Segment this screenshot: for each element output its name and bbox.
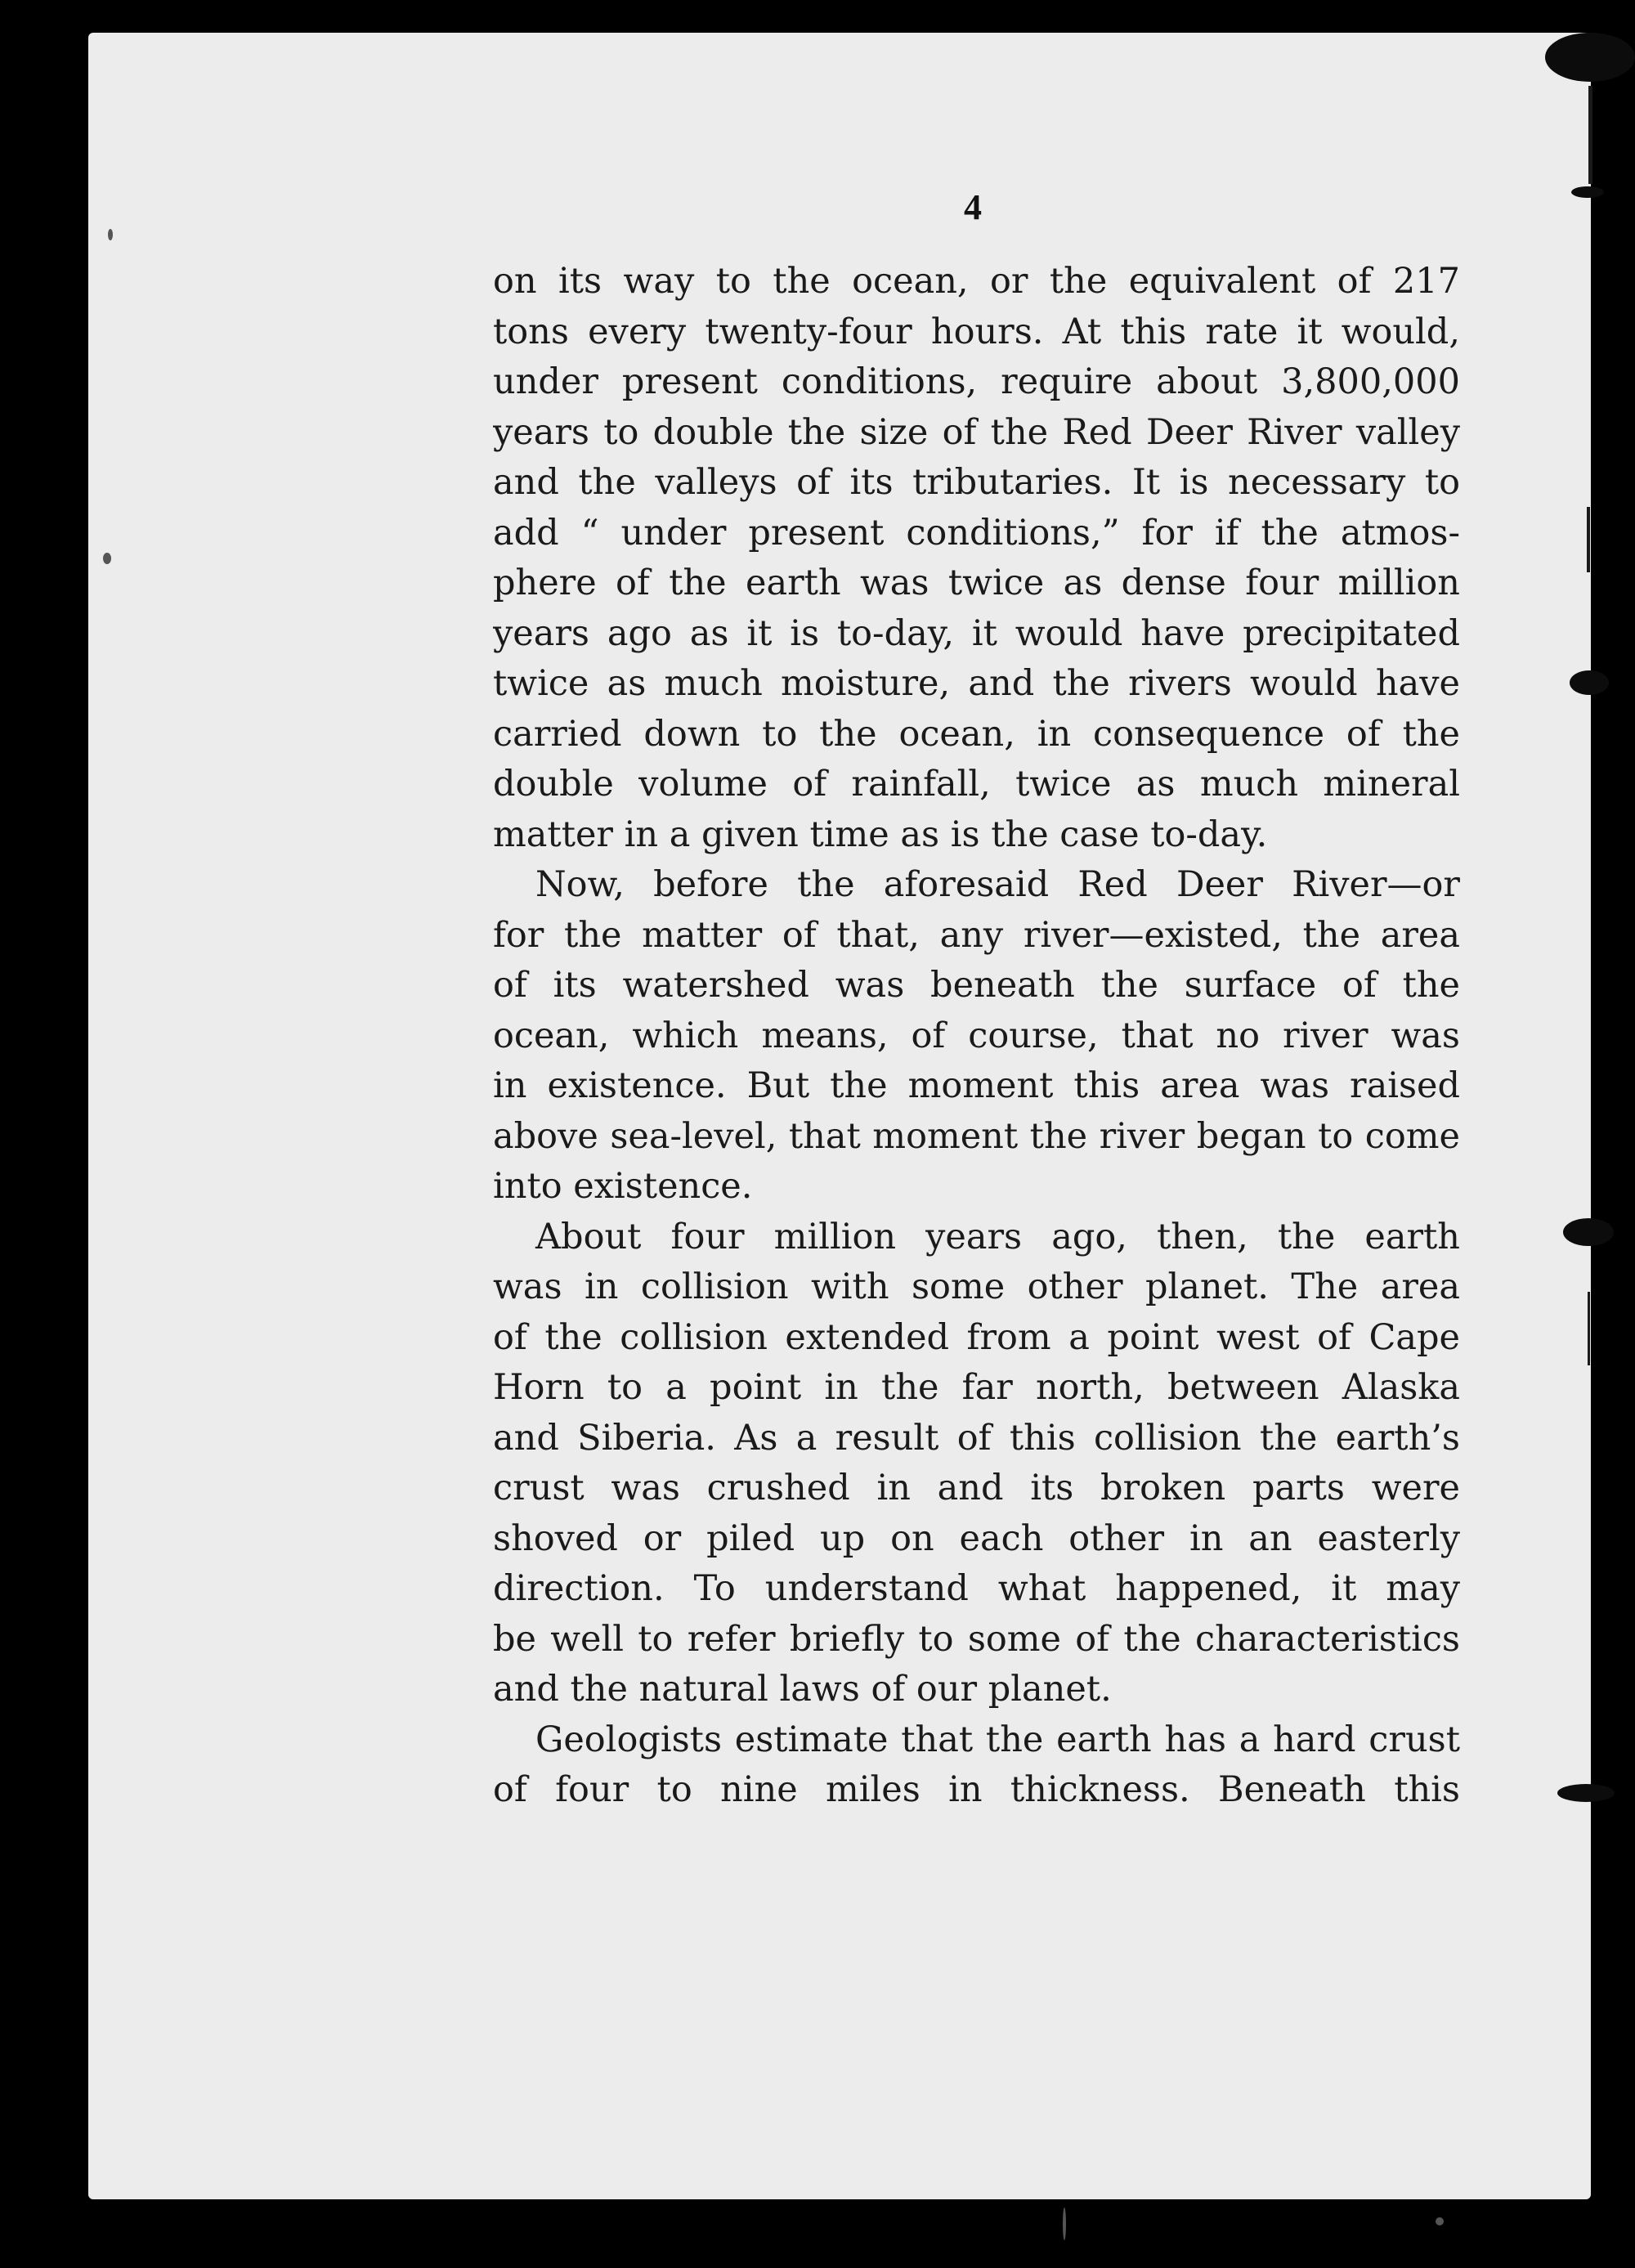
text-line: matter in a given time as is the case to-day. <box>493 814 1268 855</box>
paragraph <box>493 257 1460 860</box>
text-line: add “ under present conditions,” for if the atmos- <box>493 512 1460 554</box>
text-line: and the natural laws of our planet. <box>493 1669 1112 1710</box>
text-line: of four to nine miles in thickness. Beneath this <box>493 1769 1460 1810</box>
text-line: direction. To understand what happened, it may <box>493 1568 1460 1609</box>
text-line: on its way to the ocean, or the equivalent of 217 <box>493 261 1460 302</box>
scan-speck <box>103 553 111 564</box>
paragraph <box>493 860 1460 1212</box>
text-line: ocean, which means, of course, that no river was <box>493 1015 1460 1056</box>
scan-blot <box>1571 186 1604 198</box>
scan-edge-line <box>1588 86 1592 184</box>
text-line: years to double the size of the Red Deer River valley <box>493 411 1460 453</box>
text-line: double volume of rainfall, twice as much mineral <box>493 764 1460 805</box>
scan-speck <box>1063 2207 1066 2240</box>
text-line: shoved or piled up on each other in an easterly <box>493 1517 1460 1559</box>
text-line: and Siberia. As a result of this collision the earth’s <box>493 1417 1460 1459</box>
text-line: crust was crushed in and its broken parts were <box>493 1468 1460 1508</box>
scan-blot <box>1563 1218 1614 1246</box>
scan-speck <box>108 229 113 240</box>
scan-edge-line <box>1588 1292 1590 1365</box>
text-line: Horn to a point in the far north, between Alaska <box>493 1367 1460 1408</box>
text-line: carried down to the ocean, in consequence of the <box>493 713 1460 755</box>
text-line: under present conditions, require about 3,800,000 <box>493 361 1460 402</box>
text-line: About four million years ago, then, the earth <box>535 1216 1460 1257</box>
scan-blot <box>1545 33 1635 82</box>
text-line: above sea-level, that moment the river began to come <box>493 1115 1460 1157</box>
text-line: phere of the earth was twice as dense four million <box>493 563 1460 603</box>
text-line: into existence. <box>493 1166 753 1207</box>
scan-edge-line <box>1587 507 1590 572</box>
text-line: for the matter of that, any river—existed, the area <box>493 914 1460 956</box>
text-line: in existence. But the moment this area was raised <box>493 1065 1460 1106</box>
text-line: Now, before the aforesaid Red Deer River—or <box>535 864 1460 905</box>
text-line: of its watershed was beneath the surface of the <box>493 965 1460 1006</box>
text-line: tons every twenty-four hours. At this rate it would, <box>493 311 1460 352</box>
text-line: of the collision extended from a point west of Cape <box>493 1316 1460 1358</box>
page-number: 4 <box>964 187 982 227</box>
text-line: years ago as it is to-day, it would have precipitated <box>493 612 1460 654</box>
scan-blot <box>1570 670 1609 695</box>
scan-blot <box>1557 1784 1615 1802</box>
text-line: Geologists estimate that the earth has a hard crust <box>535 1719 1460 1760</box>
text-line: and the valleys of its tributaries. It is necessary to <box>493 462 1460 503</box>
body-text <box>493 257 1460 1816</box>
text-line: be well to refer briefly to some of the characteristics <box>493 1618 1460 1660</box>
paragraph <box>493 1715 1460 1816</box>
paragraph <box>493 1212 1460 1715</box>
text-line: twice as much moisture, and the rivers would have <box>493 663 1460 704</box>
scan-speck <box>1436 2217 1444 2225</box>
text-line: was in collision with some other planet. The area <box>493 1266 1460 1307</box>
